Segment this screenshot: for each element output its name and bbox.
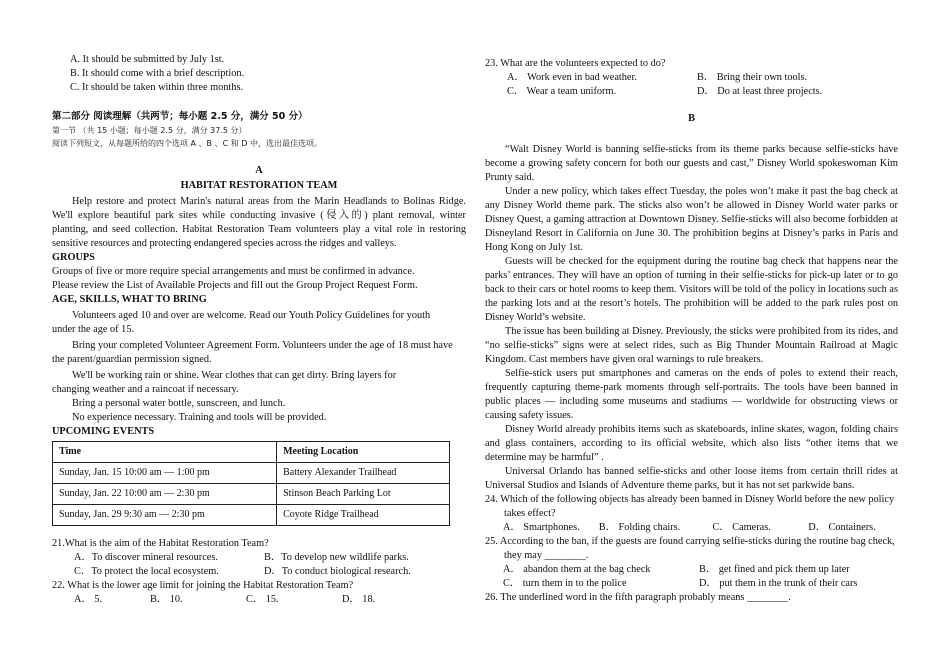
q25-option-c: C． turn them in to the police (503, 578, 627, 589)
prev-option-c: C. It should be taken within three months. (70, 82, 244, 93)
table-row (53, 484, 450, 505)
q21-option-c: C．To protect the local ecosystem. (74, 566, 219, 577)
previous-question-options (70, 53, 470, 95)
passage-b-para-2: Under a new policy, which takes effect Tuesday, the poles won’t make it past the bag check at any Disney World theme park. The sticks also won’t be allowed in Disney World water parks or Disney Quest, a gaming attraction at Downtown Disney. Selfie-sticks will also become forbidden at Disneyland Resort in California on June 30. The prohibition begins at Disney’s parks in Paris and Hong Kong on July 1st. (485, 186, 898, 253)
q21-option-b: B．To develop new wildlife parks. (264, 552, 409, 563)
groups-line-1: Groups of five or more require special arrangements and must be confirmed in advance. (52, 266, 415, 277)
table-cell-location: Coyote Ridge Trailhead (277, 505, 450, 526)
question-21: 21.What is the aim of the Habitat Restoration Team? (52, 538, 269, 549)
q25-option-d: D． put them in the trunk of their cars (699, 578, 858, 589)
q22-option-c: C． 15. (246, 594, 279, 605)
table-cell-time: Sunday, Jan. 29 9:30 am — 2:30 pm (53, 505, 277, 526)
q24-option-b: B． Folding chairs. (598, 522, 681, 533)
q25-option-b: B． get fined and pick them up later (699, 564, 850, 575)
section1-heading: 第一节 （共 15 小题；每小题 2.5 分，满分 37.5 分） (52, 126, 247, 135)
q22-option-d: D． 18. (342, 594, 376, 605)
q23-option-b: B． Bring their own tools. (697, 72, 808, 83)
passage-a-letter: A (255, 165, 263, 176)
q24-option-a: A． Smartphones. (503, 522, 580, 533)
table-cell-location: Battery Alexander Trailhead (277, 463, 450, 484)
age-heading: AGE, SKILLS, WHAT TO BRING (52, 294, 207, 305)
part2-heading: 第二部分 阅读理解（共两节；每小题 2.5 分，满分 50 分） (52, 111, 308, 122)
question-25: 25. According to the ban, if the guests are found carrying selfie-sticks during the routine bag check, they may ________. (485, 536, 895, 561)
prev-option-b: B. It should come with a brief description. (70, 68, 245, 79)
q22-option-b: B． 10. (150, 594, 183, 605)
q23-option-d: D． Do at least three projects. (697, 86, 823, 97)
instructions: 阅读下列短文，从每题所给的四个选项 A 、B 、C 和 D 中，选出最佳选项。 (52, 139, 322, 148)
passage-a-intro: Help restore and protect Marin's natural areas from the Marin Headlands to Bolinas Ridge. We'll explore beautiful park sites while conducting invasive (侵入的) plant removal, winter planting, and seed collection. Habitat Restoration Team volunteers play a vital role in restoring sensitive resources and protecting endangered species across the ridges and valleys. (52, 196, 466, 249)
table-header-time: Time (53, 442, 277, 463)
age-para-5: No experience necessary. Training and tools will be provided. (72, 412, 327, 423)
passage-b-para-1: “Walt Disney World is banning selfie-sticks from its theme parks because selfie-sticks have become a growing safety concern for both our guests and cast,” Disney World spokeswoman Kim Prunty said. (485, 144, 898, 183)
q23-option-c: C． Wear a team uniform. (507, 86, 617, 97)
passage-b-para-6: Disney World already prohibits items such as skateboards, inline skates, wagon, folding chairs and glass containers, according to its official website, which also lists “other items that we determine may be harmful” . (485, 424, 898, 463)
table-cell-time: Sunday, Jan. 22 10:00 am — 2:30 pm (53, 484, 277, 505)
questions-21-22 (52, 537, 466, 607)
age-para-4: Bring a personal water bottle, sunscreen, and lunch. (72, 398, 286, 409)
passage-b-para-5: Selfie-stick users put smartphones and cameras on the ends of poles to extend their reach, frequently capturing theme-park moments through self-portraits. The tools have been banned in public places — including some museums and stadiums — worldwide for obstructing views or causing safety issues. (485, 368, 898, 421)
question-22: 22. What is the lower age limit for joining the Habitat Restoration Team? (52, 580, 354, 591)
table-row (53, 463, 450, 484)
question-24: 24. Which of the following objects has already been banned in Disney World before the new policy takes effect? (485, 494, 895, 519)
groups-heading: GROUPS (52, 252, 95, 263)
table-row (53, 505, 450, 526)
age-para-2: Bring your completed Volunteer Agreement Form. Volunteers under the age of 18 must have the parent/guardian permission signed. (52, 340, 453, 365)
q21-option-a: A．To discover mineral resources. (74, 552, 218, 563)
q24-option-d: D． Containers. (808, 522, 876, 533)
passage-b-para-3: Guests will be checked for the equipment during the routine bag check that happens near the parks’ entrances. They will have an option of turning in their selfie-sticks for pick-up later or to go back to their cars or hotel rooms to keep them. Visitors will be told of the policy in locations such as the parking lots and at the resort’s hotels. The prohibition will be added to the park rules post on Disney World’s website. (485, 256, 898, 323)
q21-option-d: D．To conduct biological research. (264, 566, 411, 577)
events-table (52, 441, 450, 526)
prev-option-a: A. It should be submitted by July 1st. (70, 54, 225, 65)
question-23-block (485, 57, 898, 99)
table-cell-time: Sunday, Jan. 15 10:00 am — 1:00 pm (53, 463, 277, 484)
passage-b-para-7: Universal Orlando has banned selfie-sticks and other loose items from certain thrill rides at Universal Studios and Islands of Adventure theme parks, but it has not set parkwide bans. (485, 466, 898, 491)
table-header-row (53, 442, 450, 463)
age-para-3: We'll be working rain or shine. Wear clothes that can get dirty. Bring layers for changing weather and a raincoat if necessary. (52, 370, 397, 395)
question-23: 23. What are the volunteers expected to do? (485, 58, 666, 69)
q25-option-a: A． abandon them at the bag check (503, 564, 651, 575)
age-para-1: Volunteers aged 10 and over are welcome. Read our Youth Policy Guidelines for youth under the age of 15. (52, 310, 431, 335)
q24-option-c: C． Cameras. (712, 522, 771, 533)
table-cell-location: Stinson Beach Parking Lot (277, 484, 450, 505)
groups-line-2: Please review the List of Available Projects and fill out the Group Project Request Form. (52, 280, 418, 291)
passage-b (485, 143, 898, 605)
question-26: 26. The underlined word in the fifth paragraph probably means ________. (485, 592, 791, 603)
passage-b-letter: B (688, 113, 695, 124)
events-heading: UPCOMING EVENTS (52, 426, 155, 437)
passage-b-para-4: The issue has been building at Disney. Previously, the sticks were prohibited from its rides, and “no selfie-sticks” signs were at select rides, such as Big Thunder Mountain Railroad at Magic Kingdom. Cast members have given oral warnings to rule breakers. (485, 326, 898, 365)
passage-a-title: HABITAT RESTORATION TEAM (180, 180, 338, 191)
q23-option-a: A． Work even in bad weather. (507, 72, 637, 83)
table-header-location: Meeting Location (277, 442, 450, 463)
q22-option-a: A． 5. (74, 594, 103, 605)
